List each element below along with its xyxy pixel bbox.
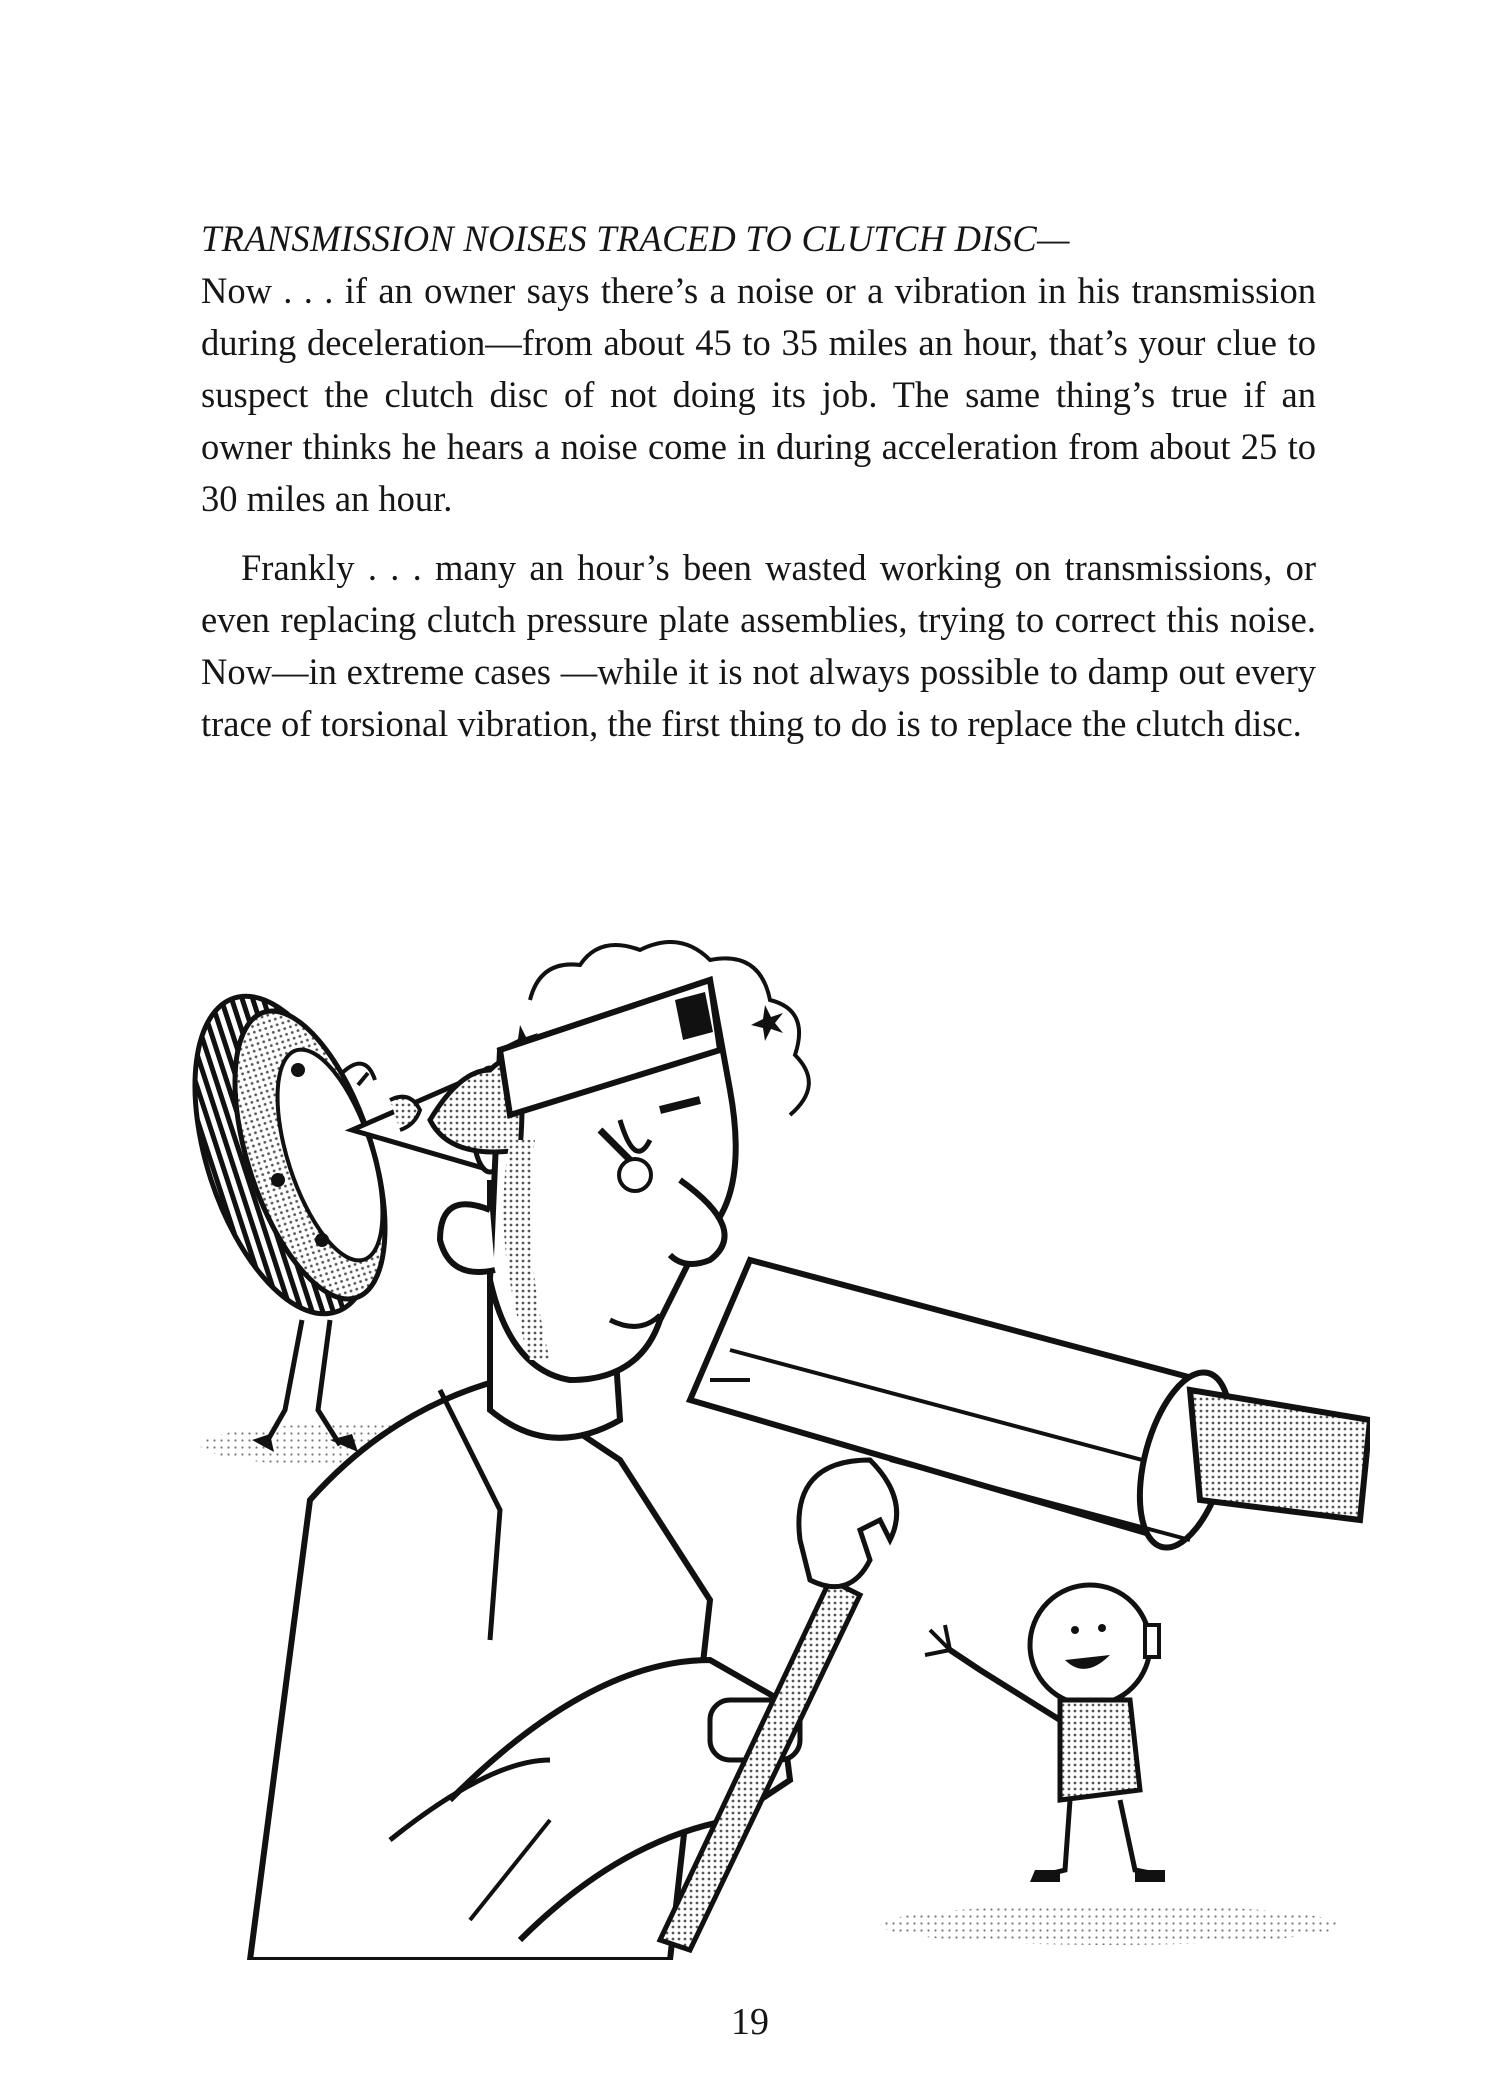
section-heading: TRANSMISSION NOISES TRACED TO CLUTCH DISC— [201,218,1070,259]
ball-head-character [925,1585,1165,1882]
cartoon-illustration [190,940,1370,1960]
paragraph-1 [201,213,1316,525]
ball-man-shadow [880,1905,1340,1945]
page-number: 19 [731,2001,769,2043]
body-text [201,213,1316,750]
paragraph-1-text: Now . . . if an owner says there’s a noise or a vibration in his transmission during deceleration—from about 45 to 35 miles an hour, that’s your clue to suspect the clutch disc of not doing its job. The same thing’s true if an owner thinks he hears a noise come in during acceleration from about 25 to 30 miles an hour. [201,270,1316,519]
paragraph-2: Frankly . . . many an hour’s been wasted working on transmissions, or even replacing clutch pressure plate assemblies, trying to correct this noise. Now—in extreme cases —while it is not always possible to damp out every trace of torsional vibration, the first thing to do is to replace the clutch disc. [201,547,1316,744]
drive-shaft [690,1260,1370,1557]
